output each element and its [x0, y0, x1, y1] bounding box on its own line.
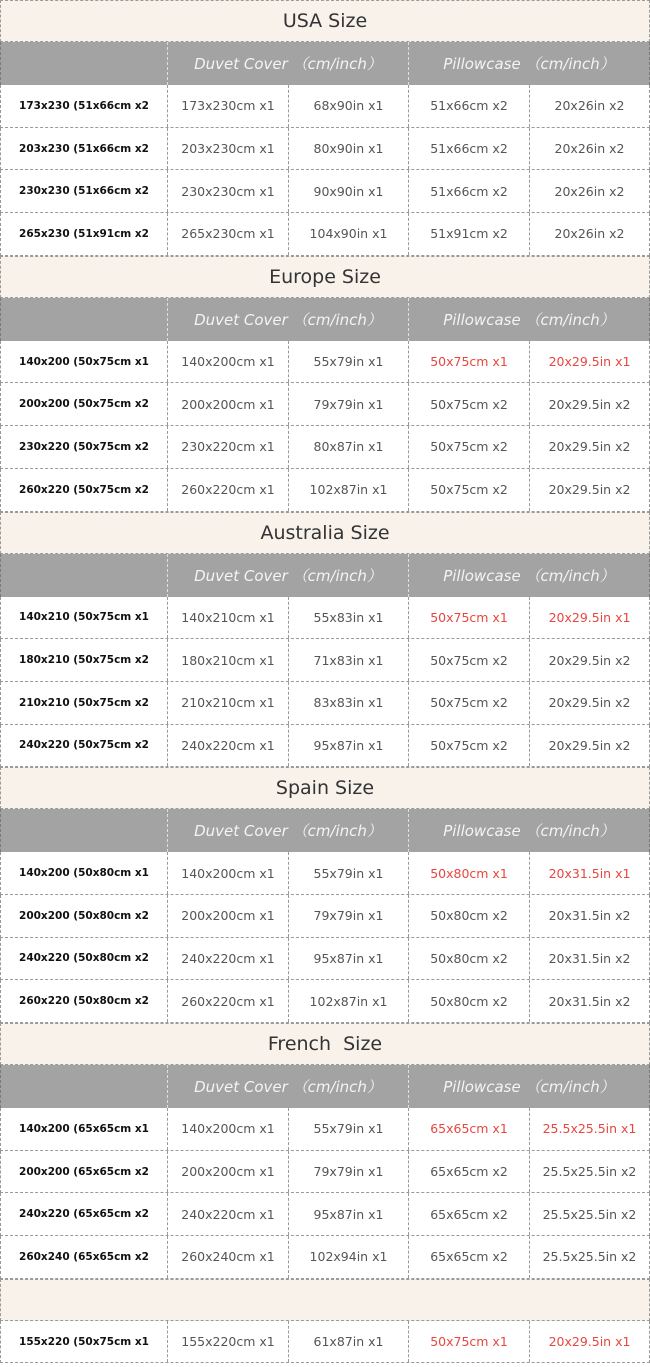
pillowcase-cm-value: 51x66cm x2: [409, 85, 530, 127]
size-option-label: 200x200 (65x65cm x2: [1, 1151, 168, 1193]
size-option-label: 200x200 (50x80cm x2: [1, 895, 168, 937]
table-row: [0, 1193, 650, 1236]
size-option-label: 173x230 (51x66cm x2: [1, 85, 168, 127]
section-title: USA Size: [0, 0, 650, 42]
duvet-inch-value: 95x87in x1: [289, 938, 409, 980]
duvet-cm-value: 140x200cm x1: [168, 341, 289, 383]
duvet-inch-value: 79x79in x1: [289, 1151, 409, 1193]
section-title: Europe Size: [0, 256, 650, 298]
table-row: [0, 682, 650, 725]
duvet-cm-value: 200x200cm x1: [168, 1151, 289, 1193]
duvet-inch-value: 55x79in x1: [289, 1108, 409, 1150]
pillowcase-cm-value: 50x75cm x2: [409, 426, 530, 468]
table-row: [0, 1151, 650, 1194]
pillowcase-inch-value: 20x31.5in x2: [548, 993, 631, 1009]
table-row: [0, 383, 650, 426]
duvet-cover-header: Duvet Cover （cm/inch）: [168, 298, 409, 341]
table-row: [0, 128, 650, 171]
duvet-inch-value: 102x94in x1: [289, 1236, 409, 1278]
pillowcase-inch-value: 20x26in x2: [554, 141, 625, 157]
pillowcase-inch-value: 20x29.5in x2: [548, 695, 631, 711]
duvet-cm-value: 200x200cm x1: [168, 383, 289, 425]
size-option-label: 203x230 (51x66cm x2: [1, 128, 168, 170]
size-option-label: 230x230 (51x66cm x2: [1, 170, 168, 212]
duvet-cm-value: 140x200cm x1: [168, 1108, 289, 1150]
duvet-inch-value: 90x90in x1: [289, 170, 409, 212]
duvet-cover-header: Duvet Cover （cm/inch）: [168, 1065, 409, 1108]
pillowcase-cm-value: 50x80cm x2: [409, 980, 530, 1022]
duvet-inch-value: 102x87in x1: [289, 980, 409, 1022]
size-option-label: 240x220 (50x75cm x2: [1, 725, 168, 767]
pillowcase-header: Pillowcase （cm/inch）: [443, 55, 615, 73]
duvet-cm-value: 240x220cm x1: [168, 1193, 289, 1235]
table-row: [0, 1321, 650, 1364]
pillowcase-inch-value: 20x26in x2: [554, 98, 625, 114]
duvet-inch-value: 55x79in x1: [289, 341, 409, 383]
duvet-inch-value: 80x87in x1: [289, 426, 409, 468]
pillowcase-inch-value: 20x29.5in x2: [548, 439, 631, 455]
section-title: Australia Size: [0, 512, 650, 554]
duvet-cover-header: Duvet Cover （cm/inch）: [168, 554, 409, 597]
size-option-label: 210x210 (50x75cm x2: [1, 682, 168, 724]
table-row: [0, 469, 650, 512]
table-row: [0, 980, 650, 1023]
duvet-inch-value: 104x90in x1: [289, 213, 409, 255]
column-header-row: [0, 554, 650, 597]
pillowcase-inch-value: 20x31.5in x2: [548, 950, 631, 966]
pillowcase-cm-value: 50x80cm x2: [409, 895, 530, 937]
pillowcase-cm-value: 50x75cm x1: [409, 597, 530, 639]
table-row: [0, 597, 650, 640]
table-row: [0, 426, 650, 469]
duvet-cm-value: 203x230cm x1: [168, 128, 289, 170]
size-option-label: 155x220 (50x75cm x1: [1, 1321, 168, 1363]
pillowcase-cm-value: 50x75cm x2: [409, 639, 530, 681]
duvet-cm-value: 240x220cm x1: [168, 725, 289, 767]
header-blank-cell: [1, 809, 168, 852]
pillowcase-inch-value: 20x29.5in x1: [548, 354, 631, 370]
size-option-label: 230x220 (50x75cm x2: [1, 426, 168, 468]
pillowcase-cm-value: 51x91cm x2: [409, 213, 530, 255]
column-header-row: [0, 42, 650, 85]
duvet-inch-value: 55x79in x1: [289, 852, 409, 894]
pillowcase-cm-value: 50x75cm x1: [409, 341, 530, 383]
duvet-cm-value: 240x220cm x1: [168, 938, 289, 980]
duvet-cm-value: 265x230cm x1: [168, 213, 289, 255]
duvet-inch-value: 95x87in x1: [289, 1193, 409, 1235]
pillowcase-cm-value: 50x75cm x2: [409, 725, 530, 767]
duvet-cm-value: 260x240cm x1: [168, 1236, 289, 1278]
pillowcase-cm-value: 50x75cm x1: [409, 1321, 530, 1363]
pillowcase-cm-value: 65x65cm x2: [409, 1193, 530, 1235]
duvet-cover-header: Duvet Cover （cm/inch）: [168, 42, 409, 85]
table-row: [0, 852, 650, 895]
section-title: Spain Size: [0, 767, 650, 809]
size-option-label: 200x200 (50x75cm x2: [1, 383, 168, 425]
pillowcase-inch-value: 20x26in x2: [554, 226, 625, 242]
duvet-inch-value: 68x90in x1: [289, 85, 409, 127]
pillowcase-inch-value: 25.5x25.5in x2: [542, 1164, 637, 1180]
table-row: [0, 1236, 650, 1279]
duvet-cm-value: 140x200cm x1: [168, 852, 289, 894]
pillowcase-header: Pillowcase （cm/inch）: [443, 566, 615, 585]
size-option-label: 140x200 (50x80cm x1: [1, 852, 168, 894]
duvet-cm-value: 155x220cm x1: [168, 1321, 289, 1363]
size-option-label: 260x220 (50x75cm x2: [1, 469, 168, 511]
header-blank-cell: [1, 42, 168, 85]
pillowcase-inch-value: 20x29.5in x1: [548, 1334, 631, 1350]
table-row: [0, 895, 650, 938]
pillowcase-inch-value: 20x31.5in x2: [548, 908, 631, 924]
duvet-inch-value: 71x83in x1: [289, 639, 409, 681]
size-option-label: 240x220 (65x65cm x2: [1, 1193, 168, 1235]
pillowcase-inch-value: 20x29.5in x2: [548, 737, 631, 753]
table-row: [0, 1108, 650, 1151]
duvet-cm-value: 173x230cm x1: [168, 85, 289, 127]
duvet-inch-value: 79x79in x1: [289, 895, 409, 937]
pillowcase-inch-value: 25.5x25.5in x2: [542, 1206, 637, 1222]
section-title: [0, 1279, 650, 1321]
pillowcase-header: Pillowcase （cm/inch）: [443, 1078, 615, 1096]
duvet-inch-value: 95x87in x1: [289, 725, 409, 767]
pillowcase-cm-value: 51x66cm x2: [409, 128, 530, 170]
pillowcase-inch-value: 20x29.5in x2: [548, 482, 631, 498]
table-row: [0, 170, 650, 213]
duvet-cover-header: Duvet Cover （cm/inch）: [168, 809, 409, 852]
duvet-cm-value: 230x230cm x1: [168, 170, 289, 212]
size-option-label: 260x240 (65x65cm x2: [1, 1236, 168, 1278]
table-row: [0, 341, 650, 384]
header-blank-cell: [1, 1065, 168, 1108]
duvet-cm-value: 200x200cm x1: [168, 895, 289, 937]
pillowcase-cm-value: 50x75cm x2: [409, 383, 530, 425]
table-row: [0, 938, 650, 981]
pillowcase-header: Pillowcase （cm/inch）: [443, 310, 615, 329]
pillowcase-inch-value: 20x26in x2: [554, 183, 625, 199]
duvet-cm-value: 260x220cm x1: [168, 469, 289, 511]
pillowcase-cm-value: 50x80cm x1: [409, 852, 530, 894]
pillowcase-inch-value: 20x29.5in x2: [548, 652, 631, 668]
duvet-inch-value: 102x87in x1: [289, 469, 409, 511]
header-blank-cell: [1, 554, 168, 597]
column-header-row: [0, 298, 650, 341]
duvet-inch-value: 61x87in x1: [289, 1321, 409, 1363]
pillowcase-cm-value: 50x80cm x2: [409, 938, 530, 980]
size-option-label: 180x210 (50x75cm x2: [1, 639, 168, 681]
pillowcase-cm-value: 50x75cm x2: [409, 682, 530, 724]
pillowcase-inch-value: 20x29.5in x1: [548, 609, 631, 625]
size-option-label: 240x220 (50x80cm x2: [1, 938, 168, 980]
pillowcase-cm-value: 51x66cm x2: [409, 170, 530, 212]
table-row: [0, 725, 650, 768]
column-header-row: [0, 809, 650, 852]
section-title: French Size: [0, 1023, 650, 1065]
size-option-label: 140x210 (50x75cm x1: [1, 597, 168, 639]
pillowcase-cm-value: 65x65cm x2: [409, 1236, 530, 1278]
table-row: [0, 639, 650, 682]
pillowcase-inch-value: 25.5x25.5in x2: [542, 1249, 637, 1265]
header-blank-cell: [1, 298, 168, 341]
pillowcase-inch-value: 25.5x25.5in x1: [542, 1121, 637, 1137]
pillowcase-header: Pillowcase （cm/inch）: [443, 822, 615, 841]
pillowcase-cm-value: 65x65cm x1: [409, 1108, 530, 1150]
duvet-cm-value: 230x220cm x1: [168, 426, 289, 468]
duvet-cm-value: 210x210cm x1: [168, 682, 289, 724]
duvet-cm-value: 140x210cm x1: [168, 597, 289, 639]
duvet-inch-value: 55x83in x1: [289, 597, 409, 639]
column-header-row: [0, 1065, 650, 1108]
size-option-label: 260x220 (50x80cm x2: [1, 980, 168, 1022]
duvet-inch-value: 83x83in x1: [289, 682, 409, 724]
duvet-cm-value: 180x210cm x1: [168, 639, 289, 681]
duvet-inch-value: 79x79in x1: [289, 383, 409, 425]
pillowcase-cm-value: 65x65cm x2: [409, 1151, 530, 1193]
size-option-label: 265x230 (51x91cm x2: [1, 213, 168, 255]
table-row: [0, 213, 650, 256]
duvet-cm-value: 260x220cm x1: [168, 980, 289, 1022]
size-option-label: 140x200 (65x65cm x1: [1, 1108, 168, 1150]
duvet-inch-value: 80x90in x1: [289, 128, 409, 170]
pillowcase-cm-value: 50x75cm x2: [409, 469, 530, 511]
pillowcase-inch-value: 20x29.5in x2: [548, 396, 631, 412]
pillowcase-inch-value: 20x31.5in x1: [548, 865, 631, 881]
size-option-label: 140x200 (50x75cm x1: [1, 341, 168, 383]
table-row: [0, 85, 650, 128]
